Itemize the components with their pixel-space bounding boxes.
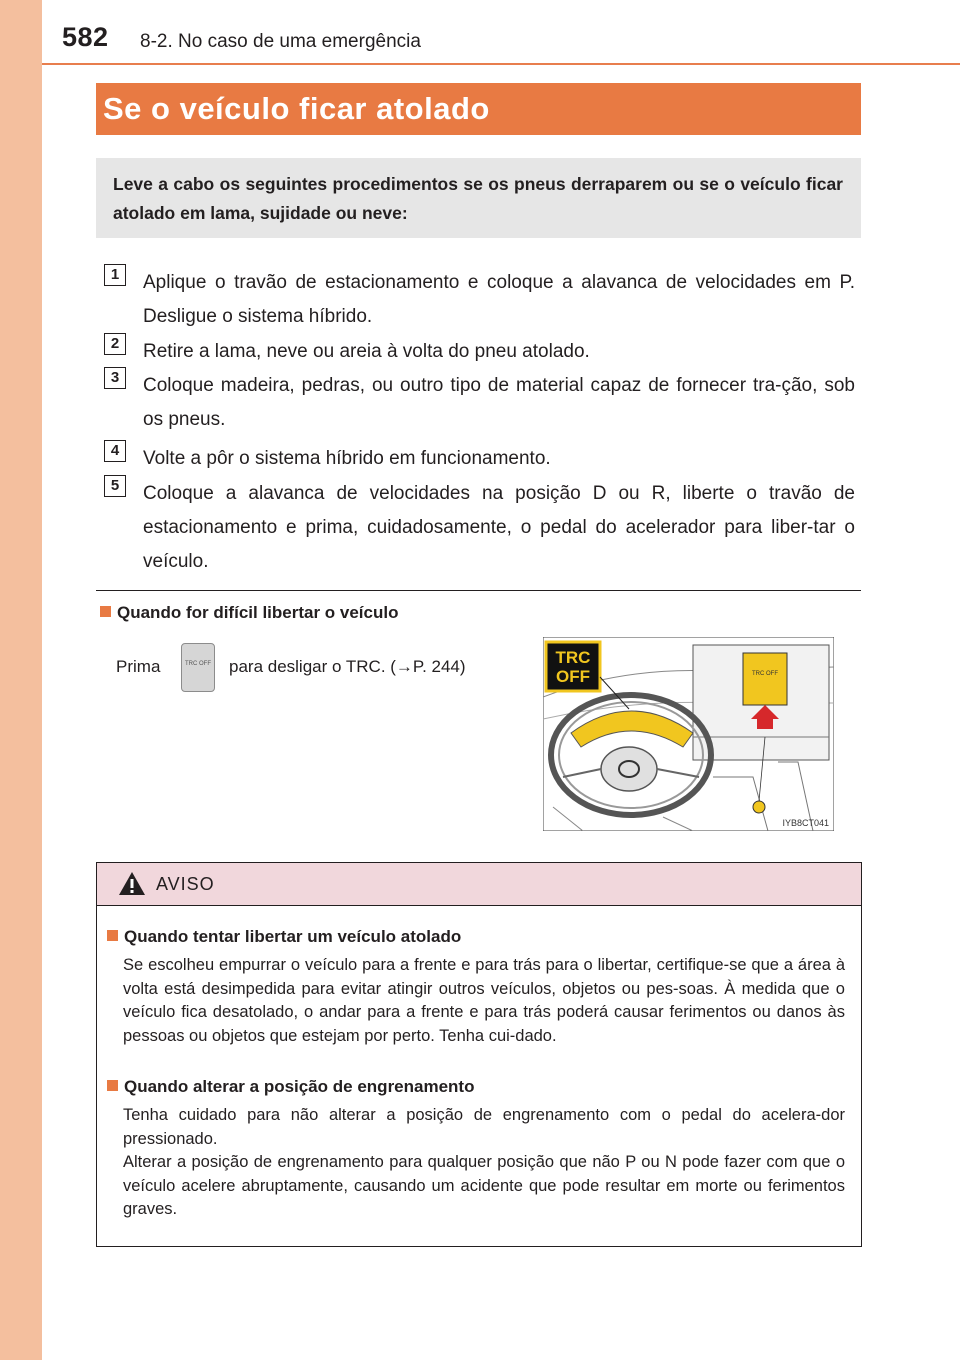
switch-label: TRC OFF: [752, 671, 778, 677]
chapter-title: 8-2. No caso de uma emergência: [140, 31, 421, 52]
step-number: 2: [104, 333, 126, 355]
step-number: 1: [104, 264, 126, 286]
trc-reference-text: para desligar o TRC. (→P. 244): [229, 657, 466, 676]
callout-line-2: OFF: [556, 667, 590, 686]
step-text: Coloque madeira, pedras, ou outro tipo de material capaz de fornecer tra-ção, sob os pneus.: [143, 375, 855, 430]
square-bullet-icon: [107, 1080, 118, 1091]
section-title-bar: [96, 83, 861, 135]
warning-box: [96, 862, 862, 1247]
side-strip: [0, 0, 42, 1360]
dashboard-illustration: [543, 637, 834, 831]
warning-paragraph: Se escolheu empurrar o veículo para a frente e para trás para o libertar, certifique-se que a área à volta está desimpedida para evitar atingir outros veículos, objetos ou pes-soas. À medida que o veículo fica desatolado, o andar para a frente e para trás poderá causar ferimentos ou danos às pessoas ou objetos que estejam por perto. Tenha cui-dado.: [123, 956, 845, 1045]
square-bullet-icon: [107, 930, 118, 941]
subsection-heading: [100, 603, 398, 623]
warning-triangle-icon: [118, 871, 146, 896]
step-text: Retire a lama, neve ou areia à volta do pneu atolado.: [143, 341, 590, 362]
illustration-code: IYB8CT041: [782, 818, 829, 828]
warning-subheading-text: Quando tentar libertar um veículo atolado: [124, 927, 462, 946]
warning-paragraph: Alterar a posição de engrenamento para qualquer posição que não P ou N pode fazer com que o veículo acelere abruptamente, causando um acidente que pode resultar em morte ou ferimentos graves.: [123, 1153, 845, 1218]
prima-text: Prima: [116, 657, 161, 676]
section-divider: [96, 590, 861, 591]
warning-paragraph: Tenha cuidado para não alterar a posição de engrenamento com o pedal do acelera-dor pressionado.: [123, 1106, 845, 1148]
square-bullet-icon: [100, 606, 111, 617]
warning-label: AVISO: [156, 874, 215, 894]
intro-text: Leve a cabo os seguintes procedimentos se os pneus derraparem ou se o veículo ficar atolado em lama, sujidade ou neve:: [113, 174, 843, 223]
page-number: 582: [62, 22, 109, 52]
header-rule: [42, 63, 960, 65]
step-text: Aplique o travão de estacionamento e coloque a alavanca de velocidades em P. Desligue o sistema híbrido.: [143, 272, 855, 327]
warning-header: [97, 863, 861, 906]
step-text: Volte a pôr o sistema híbrido em funcionamento.: [143, 448, 551, 469]
callout-line-1: TRC: [555, 648, 591, 667]
trc-off-button-icon: [181, 643, 215, 692]
step-number: 4: [104, 440, 126, 462]
trc-off-button-label: TRC OFF: [185, 661, 211, 667]
intro-box: [96, 158, 861, 238]
warning-subheading-text: Quando alterar a posição de engrenamento: [124, 1077, 475, 1096]
warning-subheading: [107, 1077, 474, 1097]
step-number: 3: [104, 367, 126, 389]
page-header: [42, 0, 960, 66]
warning-subheading: [107, 927, 461, 947]
section-title: Se o veículo ficar atolado: [103, 91, 490, 126]
subsection-heading-text: Quando for difícil libertar o veículo: [117, 603, 399, 622]
step-text: Coloque a alavanca de velocidades na posição D ou R, liberte o travão de estacionamento e prima, cuidadosamente, o pedal do acelerador para liber-tar o veículo.: [143, 483, 855, 572]
step-number: 5: [104, 475, 126, 497]
